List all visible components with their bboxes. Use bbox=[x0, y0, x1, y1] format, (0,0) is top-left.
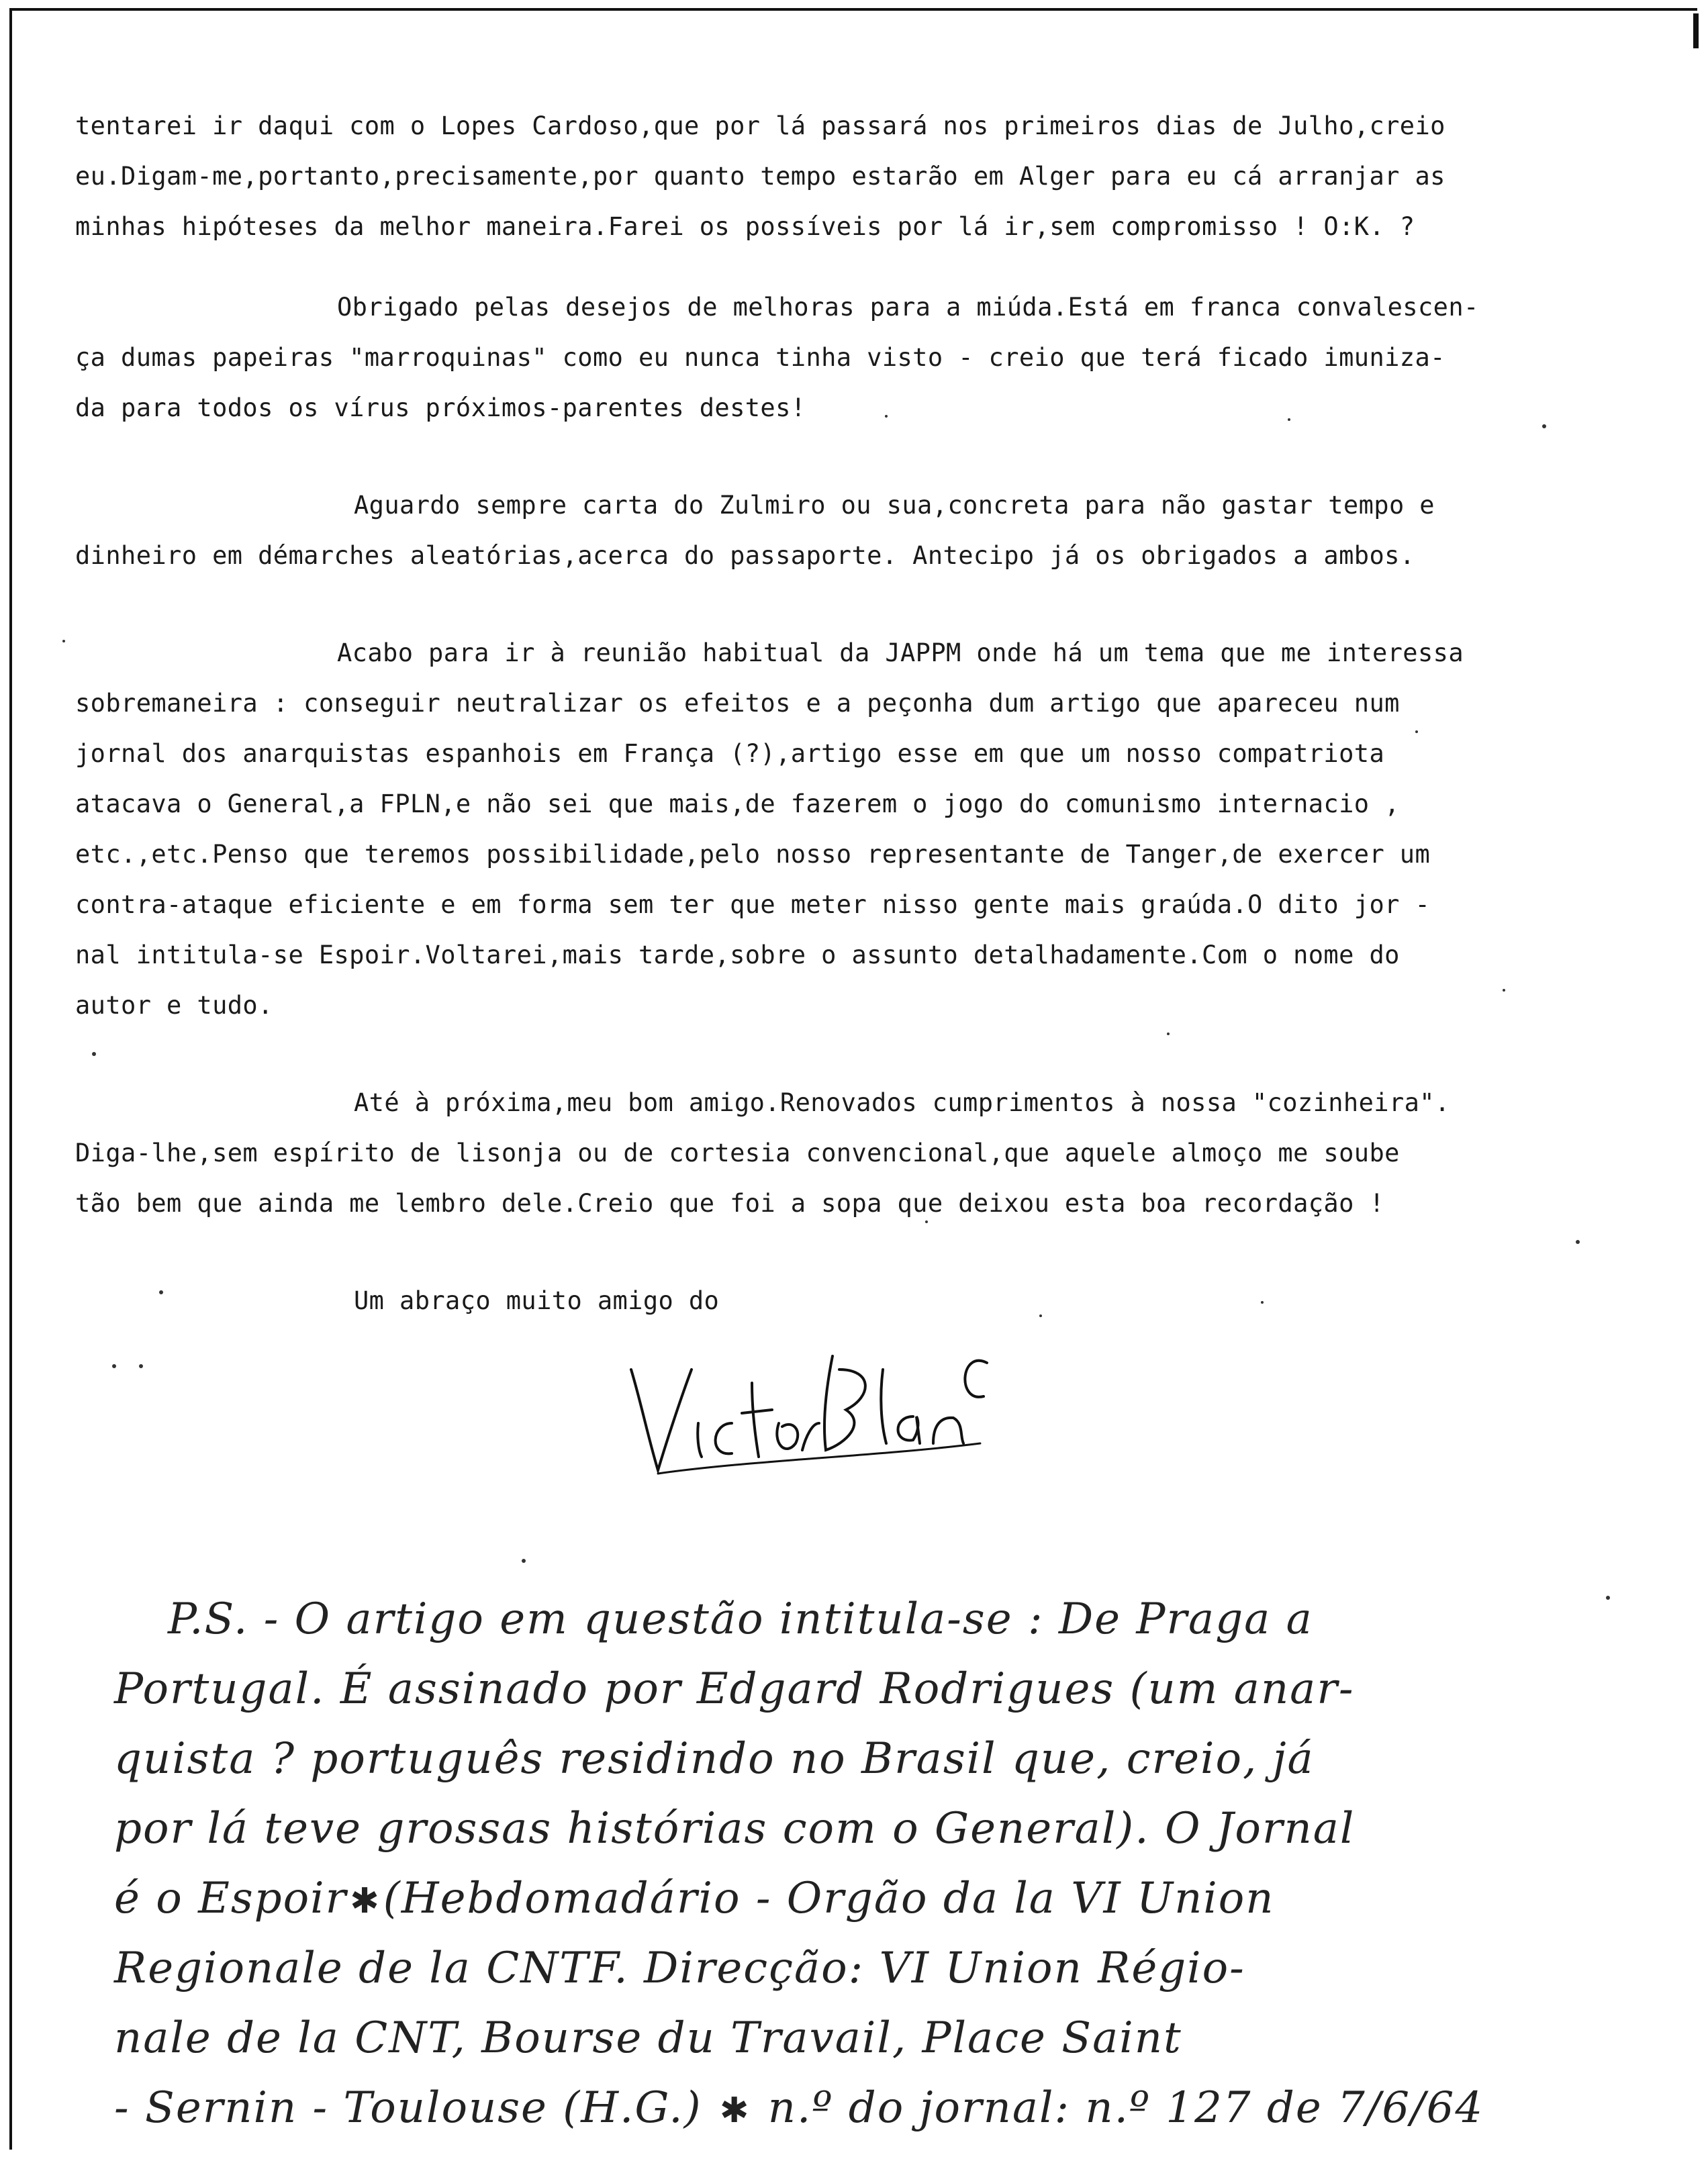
postscript-line: é o Espoir bbox=[114, 1874, 348, 1923]
typed-line: etc.,etc.Penso que teremos possibilidade,pelo nosso representante de Tanger,de exercer um bbox=[75, 840, 1431, 869]
page-border-top bbox=[12, 8, 1697, 11]
postscript-line-group bbox=[114, 1864, 1658, 1933]
asterisk-star-icon: ✱ bbox=[719, 2091, 751, 2131]
postscript-line: Portugal. É assinado por Edgard Rodrigues (um anar- bbox=[114, 1664, 1355, 1714]
typed-line: eu.Digam-me,portanto,precisamente,por quanto tempo estarão em Alger para eu cá arranjar as bbox=[75, 162, 1445, 191]
postscript-line: por lá teve grossas histórias com o General). O Jornal bbox=[114, 1804, 1356, 1854]
postscript-line: nale de la CNT, Bourse du Travail, Place Saint bbox=[114, 2013, 1182, 2063]
typed-line: nal intitula-se Espoir.Voltarei,mais tarde,sobre o assunto detalhadamente.Com o nome do bbox=[75, 941, 1400, 969]
postscript-line: n.º do jornal: n.º 127 de 7/6/64 bbox=[767, 2083, 1484, 2133]
typed-line: sobremaneira : conseguir neutralizar os efeitos e a peçonha dum artigo que apareceu num bbox=[75, 689, 1400, 718]
page-border-left bbox=[9, 8, 12, 2150]
asterisk-star-icon: ✱ bbox=[350, 1881, 381, 1921]
postscript-line: Regionale de la CNTF. Direcção: VI Union Régio- bbox=[114, 1944, 1245, 1993]
handwritten-signature bbox=[618, 1343, 994, 1484]
typed-line: jornal dos anarquistas espanhois em França (?),artigo esse em que um nosso compatriota bbox=[75, 739, 1385, 768]
typed-line: contra-ataque eficiente e em forma sem ter que meter nisso gente mais graúda.O dito jor - bbox=[75, 890, 1431, 919]
typed-line: Acabo para ir à reunião habitual da JAPPM onde há um tema que me interessa bbox=[337, 638, 1464, 667]
postscript-line: P.S. - O artigo em questão intitula-se : De Praga a bbox=[168, 1594, 1313, 1644]
postscript-line-group bbox=[114, 2073, 1658, 2143]
typed-line: dinheiro em démarches aleatórias,acerca do passaporte. Antecipo já os obrigados a ambos. bbox=[75, 541, 1415, 570]
typed-line: Diga-lhe,sem espírito de lisonja ou de cortesia convencional,que aquele almoço me soube bbox=[75, 1139, 1400, 1167]
postscript-line: quista ? português residindo no Brasil que, creio, já bbox=[114, 1734, 1315, 1784]
typed-letter-body bbox=[75, 101, 1660, 1326]
closing-line: Um abraço muito amigo do bbox=[354, 1286, 720, 1315]
postscript-line: (Hebdomadário - Orgão da la VI Union bbox=[383, 1874, 1275, 1923]
typed-line: Até à próxima,meu bom amigo.Renovados cumprimentos à nossa "cozinheira". bbox=[354, 1088, 1450, 1117]
typed-line: atacava o General,a FPLN,e não sei que mais,de fazerem o jogo do comunismo internacio , bbox=[75, 789, 1400, 818]
typed-line: ça dumas papeiras "marroquinas" como eu nunca tinha visto - creio que terá ficado imuniza- bbox=[75, 343, 1445, 372]
typed-line: Aguardo sempre carta do Zulmiro ou sua,concreta para não gastar tempo e bbox=[354, 491, 1435, 520]
postscript-line: - Sernin - Toulouse (H.G.) bbox=[114, 2083, 702, 2133]
typed-line: tentarei ir daqui com o Lopes Cardoso,que por lá passará nos primeiros dias de Julho,creio bbox=[75, 111, 1445, 140]
handwritten-postscript bbox=[114, 1584, 1658, 2143]
typed-line: Obrigado pelas desejos de melhoras para a miúda.Está em franca convalescen- bbox=[337, 293, 1479, 322]
typed-line: minhas hipóteses da melhor maneira.Farei os possíveis por lá ir,sem compromisso ! O:K. ? bbox=[75, 212, 1415, 241]
typed-line: tão bem que ainda me lembro dele.Creio que foi a sopa que deixou esta boa recordação ! bbox=[75, 1189, 1385, 1218]
corner-mark bbox=[1693, 13, 1699, 48]
typed-line: autor e tudo. bbox=[75, 991, 273, 1020]
typed-line: da para todos os vírus próximos-parentes destes! bbox=[75, 393, 806, 422]
